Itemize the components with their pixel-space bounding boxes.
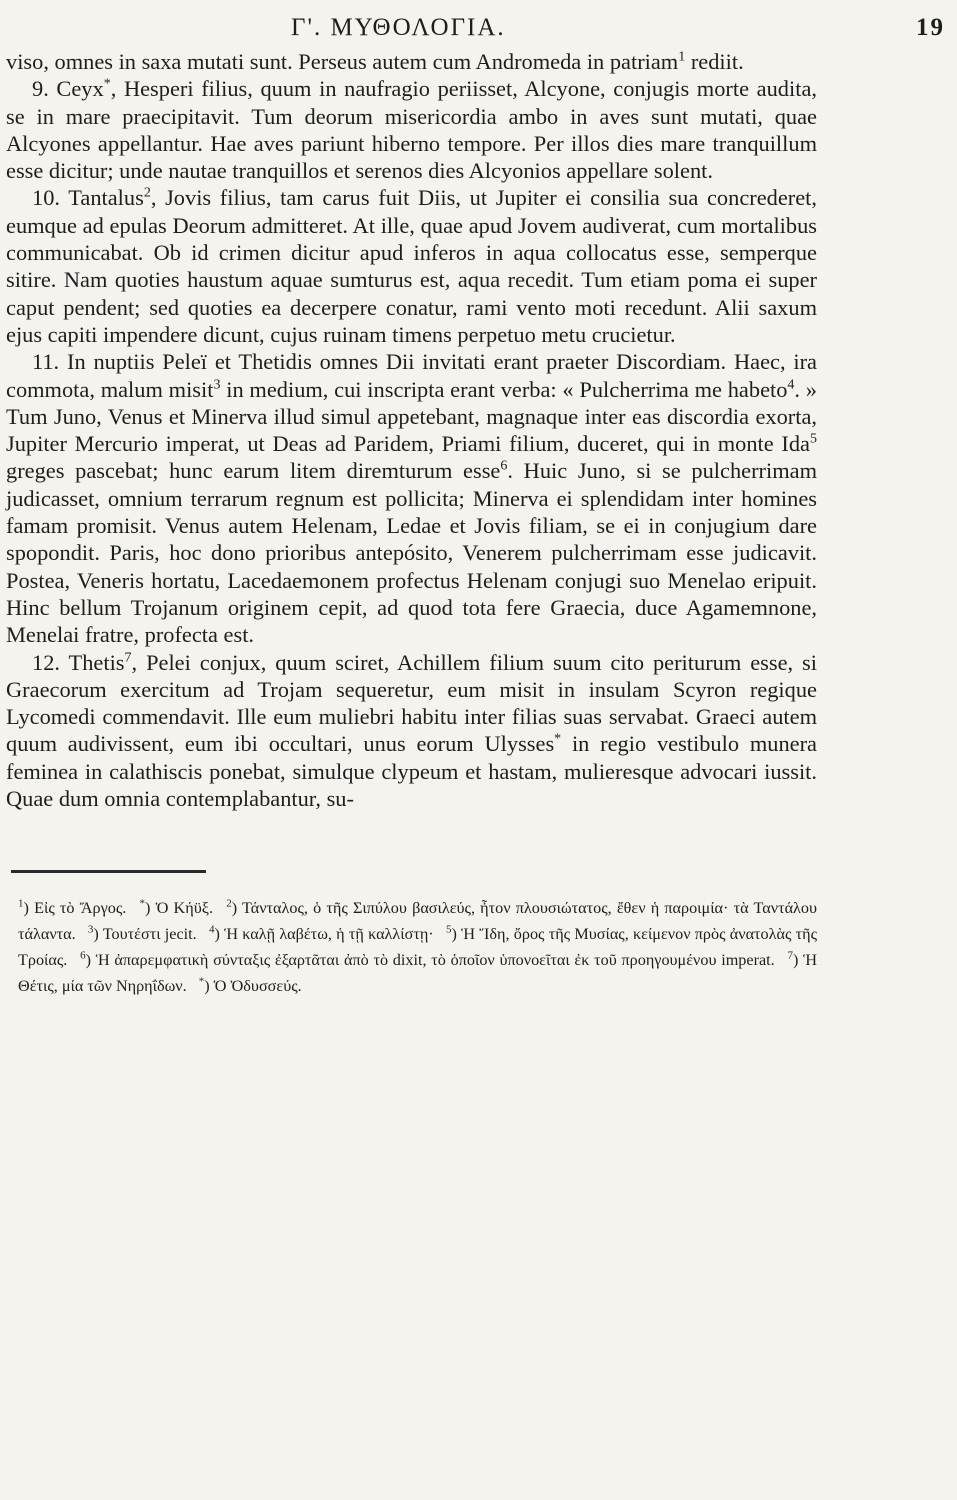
footnote-divider xyxy=(11,870,206,873)
footnote-ref: 7 xyxy=(124,650,132,666)
footnote: $^2$) Τάνταλος, ὁ τῆς Σιπύλου βασιλεύς, ἦτον πλουσιώτατος, ἔθεν ἡ παροιμία· τὰ Ταντάλου τάλαντα. xyxy=(18,897,818,944)
section-number: 9. xyxy=(32,76,49,102)
running-title: Γ'. ΜΥΘΟΛΟΓΙΑ. xyxy=(291,14,506,41)
footnote-ref: 4 xyxy=(787,377,795,393)
footnote: $^4$) Ἡ καλῇ λαβέτω, ἡ τῇ καλλίστῃ· xyxy=(208,923,434,944)
footnote: *) Ὁ Κήϋξ. xyxy=(139,897,213,918)
section-number: 11. xyxy=(32,349,60,375)
footnote: $^6$) Ἡ ἀπαρεμφατικὴ σύνταξις ἐξαρτᾶται ἀπὸ τὸ dixit, τὸ ὁποῖον ὑπονοεῖται ἐκ τοῦ προηγουμένου imperat. xyxy=(80,949,775,970)
footnote-ref: * xyxy=(554,731,562,747)
footnote: $^5$) Ἡ Ἴδη, ὄρος τῆς Μυσίας, κείμενον πρὸς ἀνατολὰς τῆς Τροίας. xyxy=(18,923,818,970)
paragraph-continuation: viso, omnes in saxa mutati sunt. Perseus autem cum Andromeda in patriam$^1$ rediit. xyxy=(6,49,744,74)
section-number: 10. xyxy=(32,185,60,211)
footnote-ref: 6 xyxy=(500,458,508,474)
footnote: *) Ὁ Ὀδυσσεύς. xyxy=(198,975,302,996)
footnote-ref: 3 xyxy=(213,377,221,393)
page-number: 19 xyxy=(916,14,945,41)
body-text xyxy=(6,48,817,812)
paragraph-10: 10. Tantalus$^2$, Jovis filius, tam carus fuit Diis, ut Jupiter ei consilia sua concrederet, eumque ad epulas Deorum admitteret. At ille, quae apud Jovem audiverat, cum mortalibus communicabat. Ob id crimen dicitur apud inferos in aqua collocatus esse, semperque sitire. Nam quoties haustum aquae sumturus est, aqua recedit. Tum etiam poma ei super caput pendent; sed quoties ea decerpere conatur, rami vento moti recedunt. Alii saxum ejus capiti impendere dicunt, cujus ruinam timens perpetuo metu crucietur. xyxy=(6,185,817,347)
footnote-ref: * xyxy=(103,76,111,92)
running-head xyxy=(6,14,945,48)
paragraph-11: 11. In nuptiis Peleï et Thetidis omnes Dii invitati erant praeter Discordiam. Haec, ira commota, malum misit$^3$ in medium, cui inscripta erant verba: « Pulcherrima me habeto$^4$. » Tum Juno, Venus et Minerva illud simul appetebant, magnaque inter eas discordia exorta, Jupiter Mercurio imperat, ut Deas ad Paridem, Priami filium, duceret, qui in monte Ida$^5$ greges pascebat; hunc earum litem diremturum esse$^6$. Huic Juno, si se pulcherrimam judicasset, omnium terrarum regnum est pollicita; Minerva ei splendidam inter homines famam promisit. Venus autem Helenam, Ledae et Jovis filiam, se ei in conjugium dare spopondit. Paris, hoc dono prioribus antepósito, Venerem pulcherrimam esse judicavit. Postea, Veneris hortatu, Lacedaemonem profectus Helenam conjugi suo Menelao eripuit. Hinc bellum Trojanum originem cepit, ad quod tota fere Graecia, duce Agamemnone, Menelai fratre, profecta est. xyxy=(6,349,817,648)
paragraph-12: 12. Thetis$^7$, Pelei conjux, quum sciret, Achillem filium suum cito periturum esse, si Graecorum exercitum ad Trojam sequeretur, eum misit in insulam Scyron regique Lycomedi commendavit. Ille eum muliebri habitu inter filias suas servabat. Graeci autem quum audivissent, eum ibi occultari, unus eorum Ulysses* in regio vestibulo munera feminea in calathiscis ponebat, simulque clypeum et hastam, mulieresque advocari iussit. Quae dum omnia contemplabantur, su- xyxy=(6,649,817,812)
footnotes xyxy=(6,895,817,999)
footnote: $^1$) Εἰς τὸ Ἄργος. xyxy=(18,897,127,918)
footnote-ref: 2 xyxy=(143,186,151,202)
footnote-ref: 5 xyxy=(810,431,817,447)
section-number: 12. xyxy=(32,649,60,675)
footnote: $^3$) Τουτέστι jecit. xyxy=(87,923,197,944)
footnote: $^7$) Ἡ Θέτις, μία τῶν Νηρηΐδων. xyxy=(18,949,818,996)
paragraph-9: 9. Ceyx*, Hesperi filius, quum in naufragio periisset, Alcyone, conjugis morte audita, se in mare praecipitavit. Tum deorum misericordia ambo in aves sunt mutati, quae Alcyones appellantur. Hae aves pariunt hiberno tempore. Per illos dies mare tranquillum esse dicitur; unde nautae tranquillos et serenos dies Alcyonios appellare solent. xyxy=(6,76,817,184)
footnote-ref: 1 xyxy=(678,49,686,65)
